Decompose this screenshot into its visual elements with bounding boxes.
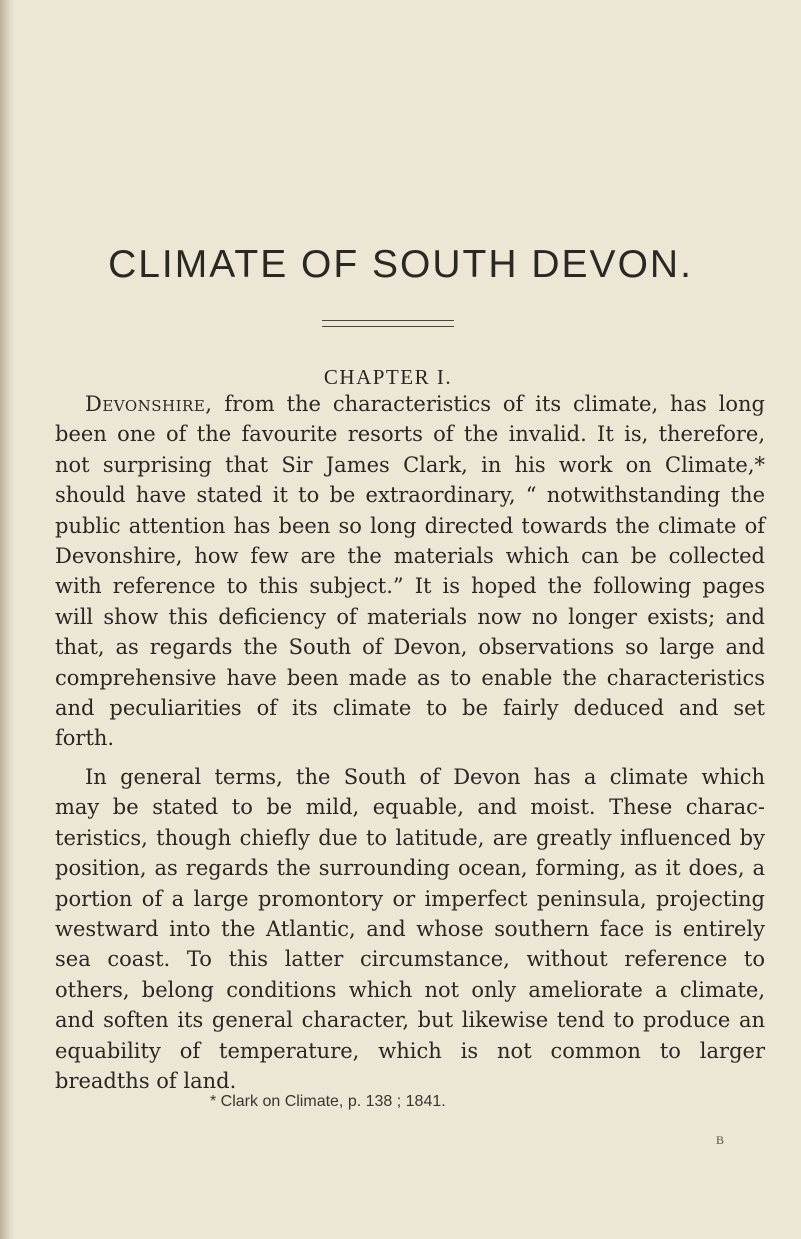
lead-word: Devonshire, <box>85 392 213 416</box>
page-edge-shadow <box>0 0 14 1239</box>
paragraph-1-line: not surprising that Sir James Clark, in his work on Climate,* <box>55 452 765 477</box>
paragraph-2-line: westward into the Atlantic, and whose southern face is entirely <box>55 916 765 941</box>
page-title: CLIMATE OF SOUTH DEVON. <box>108 243 693 286</box>
title-double-rule <box>322 320 454 327</box>
paragraph-2-line: In general terms, the South of Devon has a climate which <box>85 765 765 789</box>
paragraph-1-line: will show this deficiency of materials now no longer exists; and <box>55 604 765 629</box>
paragraph-1-line: forth. <box>55 726 115 751</box>
paragraph-2-line: teristics, though chiefly due to latitude, are greatly influenced by <box>55 825 765 850</box>
paragraph-1-line <box>55 389 765 419</box>
paragraph-1-line: with reference to this subject.” It is hoped the following pages <box>55 574 765 599</box>
paragraph-2 <box>55 762 765 1096</box>
paragraph-1-line: public attention has been so long directed towards the climate of <box>55 513 765 538</box>
paragraph-2-line: may be stated to be mild, equable, and moist. These charac- <box>55 795 765 820</box>
paragraph-2-line: equability of temperature, which is not common to larger <box>55 1038 765 1063</box>
paragraph-1-line: and peculiarities of its climate to be fairly deduced and set <box>55 695 765 720</box>
paragraph-2-line: sea coast. To this latter circumstance, without reference to <box>55 947 765 972</box>
paragraph-1 <box>55 389 765 754</box>
footnote: * Clark on Climate, p. 138 ; 1841. <box>210 1093 446 1110</box>
paragraph-1-line: Devonshire, how few are the materials which can be collected <box>55 543 765 568</box>
paragraph-1-line: comprehensive have been made as to enable the characteristics <box>55 665 765 690</box>
paragraph-2-line: others, belong conditions which not only ameliorate a climate, <box>55 977 765 1002</box>
paragraph-2-line: and soften its general character, but likewise tend to produce an <box>55 1008 765 1033</box>
paragraph-2-line: portion of a large promontory or imperfect peninsula, projecting <box>55 886 765 911</box>
paragraph-1-line: should have stated it to be extraordinary, “ notwithstanding the <box>55 483 765 508</box>
signature-mark: B <box>716 1133 725 1147</box>
paragraph-2-line: breadths of land. <box>55 1068 237 1093</box>
paragraph-1-line: that, as regards the South of Devon, observations so large and <box>55 635 765 660</box>
paragraph-2-line: position, as regards the surrounding ocean, forming, as it does, a <box>55 856 765 881</box>
paragraph-1-line: been one of the favourite resorts of the invalid. It is, therefore, <box>55 422 765 447</box>
chapter-heading: CHAPTER I. <box>323 365 453 389</box>
first-line-rest: from the characteristics of its climate, has long <box>212 392 765 416</box>
